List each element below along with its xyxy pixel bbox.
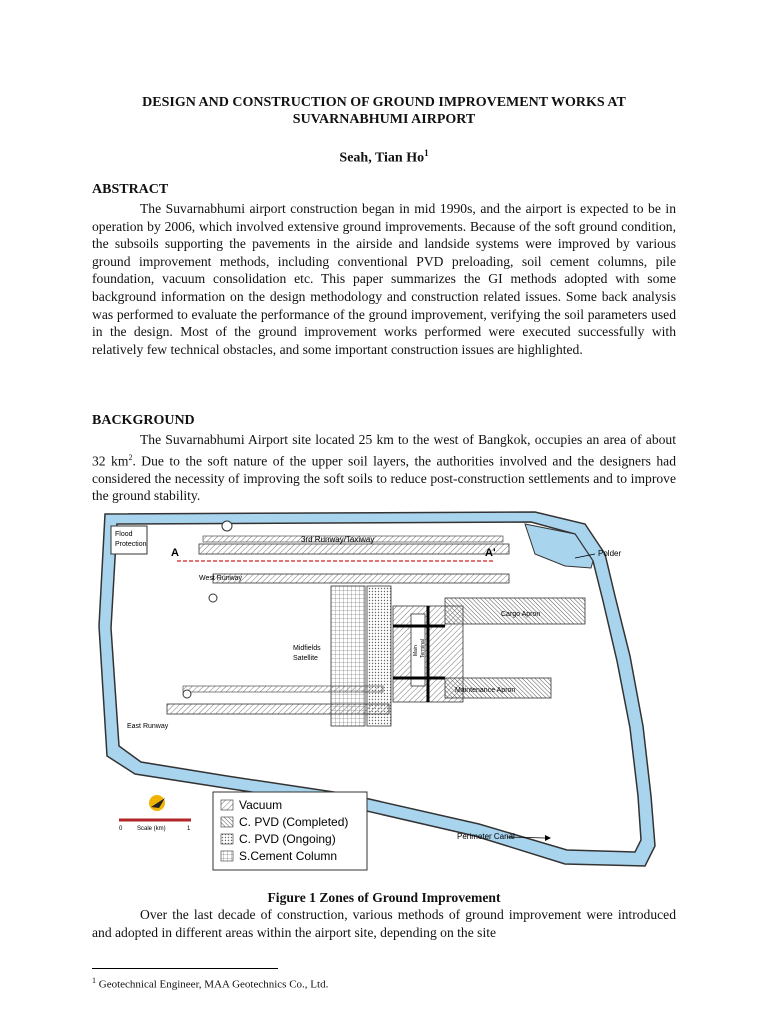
after-figure-text: Over the last decade of construction, various methods of ground improvement were introduced and adopted in different areas within the airport site, depending on the site: [92, 907, 676, 940]
author-footnote-marker: 1: [424, 148, 429, 158]
cargo-apron-label: Cargo Apron: [501, 611, 541, 618]
abstract-heading: ABSTRACT: [92, 182, 169, 197]
main-terminal-label-2: Terminal: [420, 639, 426, 658]
figure-1: [95, 506, 675, 884]
figure-caption: Figure 1 Zones of Ground Improvement: [267, 890, 501, 905]
legend-swatch-vacuum: [221, 800, 233, 810]
scale-zero: 0: [119, 826, 123, 832]
background-text-b: . Due to the soft nature of the upper soil layers, the authorities involved and the designers had considered the necessity of improving the soft soils to reduce post-construction settlements and to improve the ground stability.: [92, 453, 676, 504]
background-paragraph: [92, 431, 676, 505]
footnote-text: Geotechnical Engineer, MAA Geotechnics Co., Ltd.: [98, 978, 329, 991]
footnote-marker: 1: [92, 976, 96, 985]
legend-swatch-pvd-completed: [221, 817, 233, 827]
west-runway: [213, 574, 509, 583]
author-line: [92, 148, 676, 167]
author-name: Seah, Tian Ho: [339, 150, 425, 166]
flood-protection-label-2: Protection: [115, 541, 147, 548]
body-paragraph: [92, 906, 676, 941]
legend-label-cement-column: S.Cement Column: [239, 849, 338, 863]
title-line-1: DESIGN AND CONSTRUCTION OF GROUND IMPROVEMENT WORKS AT: [142, 95, 626, 110]
third-runway: [199, 544, 509, 554]
airport-site-map: [95, 506, 675, 884]
legend-label-pvd-completed: C. PVD (Completed): [239, 815, 349, 829]
polder-label: Polder: [598, 549, 622, 558]
abstract-text: The Suvarnabhumi airport construction began in mid 1990s, and the airport is expected to be in operation by 2006, which involved extensive ground improvements. Because of the soft ground condition, the subsoils supporting the pavements in the airside and landside systems were improved by various ground improvement methods, including conventional PVD preloading, soil cement columns, pile foundation, vacuum consolidation etc. This paper summarizes the GI methods adopted with some background information on the design methodology and construction related issues. Some back analysis was performed to evaluate the performance of the ground improvement, verifying the soil parameters used in the design. Most of the ground improvement works performed were executed successfully with relatively few technical obstacles, and some important construction issues are highlighted.: [92, 201, 676, 357]
legend-swatch-cement-column: [221, 851, 233, 861]
background-text-a: The Suvarnabhumi Airport site located 25 km to the west of Bangkok, occupies an area of about 32 km: [92, 432, 676, 469]
area-superscript: 2: [128, 452, 133, 462]
runway-end-marker-top: [222, 521, 232, 531]
scale-one: 1: [187, 826, 191, 832]
runway-end-marker-west: [209, 594, 217, 602]
runway-end-marker-east: [183, 690, 191, 698]
midfields-label-1: Midfields: [293, 645, 321, 652]
footnote: [92, 976, 328, 991]
flood-protection-label-1: Flood: [115, 531, 133, 538]
legend: [213, 792, 367, 870]
paper-title: [92, 94, 676, 128]
main-terminal-label-1: Main: [413, 645, 419, 656]
east-taxiway: [183, 686, 383, 692]
third-runway-label: 3rd Runway/Taxiway: [301, 535, 375, 544]
maintenance-apron-label: Maintenance Apron: [455, 687, 516, 694]
legend-label-vacuum: Vacuum: [239, 798, 283, 812]
east-runway-label: East Runway: [127, 723, 169, 730]
abstract-paragraph: [92, 200, 676, 358]
scale-label: Scale (km): [137, 826, 166, 832]
midfields-label-2: Satellite: [293, 655, 318, 662]
background-heading: BACKGROUND: [92, 413, 195, 428]
legend-swatch-pvd-ongoing: [221, 834, 233, 844]
west-runway-label: West Runway: [199, 575, 243, 582]
east-runway: [167, 704, 389, 714]
title-line-2: SUVARNABHUMI AIRPORT: [292, 112, 476, 127]
section-label-a-prime: A': [485, 547, 496, 559]
perimeter-canal-label: Perimeter Canal: [457, 832, 515, 841]
legend-label-pvd-ongoing: C. PVD (Ongoing): [239, 832, 336, 846]
section-label-a: A: [171, 547, 179, 559]
north-arrow-icon: [149, 795, 165, 811]
footnote-divider: [92, 968, 278, 969]
